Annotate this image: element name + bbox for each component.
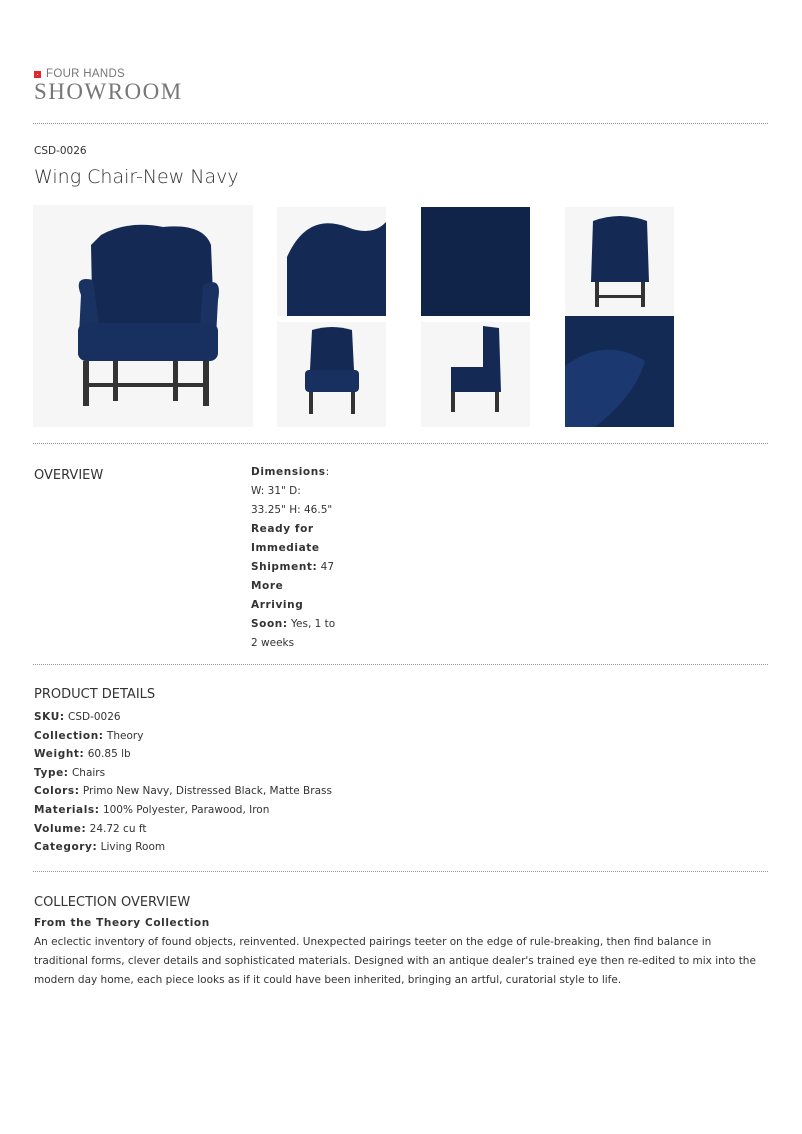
more-label: More Arriving Soon: [251,580,304,630]
detail-label: Collection: [34,729,104,742]
detail-value: 60.85 lb [87,748,131,761]
collection-overview [34,914,764,990]
brand-top-text: FOUR HANDS [46,68,126,80]
dimensions-value: W: 31" D: 33.25" H: 46.5" [251,485,333,516]
detail-row [34,708,332,727]
detail-value: 24.72 cu ft [89,822,147,835]
divider [33,123,768,124]
brand-square-icon [34,71,41,78]
collection-subheading: From the Theory Collection [34,917,210,929]
detail-row [34,838,332,857]
detail-row [34,727,332,746]
detail-value: 100% Polyester, Parawood, Iron [102,803,270,816]
detail-row [34,764,332,783]
product-image-main[interactable] [33,205,253,427]
details-heading: PRODUCT DETAILS [34,687,156,702]
collection-heading: COLLECTION OVERVIEW [34,895,191,910]
chair-front-image [277,322,386,427]
product-thumbnail[interactable] [421,322,530,427]
brand-main-text: SHOWROOM [34,79,183,104]
colon: : [325,466,330,478]
detail-label: Category: [34,841,98,854]
divider [33,871,768,872]
wing-chair-image [33,205,253,427]
chair-side-image [421,322,530,427]
brand-logo [34,68,183,105]
product-sku: CSD-0026 [34,145,87,157]
detail-label: SKU: [34,711,65,723]
divider [33,664,768,665]
detail-value: CSD-0026 [67,711,121,723]
detail-value: Chairs [71,766,106,779]
detail-value: Living Room [100,841,166,854]
detail-row [34,801,332,820]
product-thumbnail[interactable] [277,322,386,427]
wing-detail-image [277,207,386,316]
overview-info [251,463,337,653]
more-value: Yes, 1 to 2 weeks [251,618,336,649]
detail-row [34,820,332,839]
detail-label: Colors: [34,785,80,798]
page-title: Wing Chair-New Navy [34,166,239,188]
detail-row [34,745,332,764]
detail-label: Materials: [34,803,100,816]
overview-heading: OVERVIEW [34,468,104,483]
detail-value: Primo New Navy, Distressed Black, Matte Brass [82,785,332,798]
product-thumbnail[interactable] [565,207,674,316]
dimensions-label: Dimensions [251,466,326,478]
divider [33,443,768,444]
ready-label: Ready for Immediate Shipment: [251,523,320,573]
detail-value: Theory [106,729,144,742]
details-list [34,708,332,857]
detail-label: Type: [34,766,69,779]
product-thumbnail[interactable] [277,207,386,316]
collection-text: An eclectic inventory of found objects, reinvented. Unexpected pairings teeter on the edge of rule-breaking, then find balance in traditional forms, clever details and sophisticated materials. Designed with an antique dealer's trained eye then re-edited to mix into the modern day home, each piece looks as if it could have been inherited, bringing an artful, curatorial style to life. [34,936,756,986]
detail-label: Weight: [34,748,85,761]
product-thumbnail[interactable] [421,207,530,316]
detail-label: Volume: [34,822,87,835]
arm-detail-image [565,316,674,427]
chair-back-image [565,207,674,316]
product-thumbnail[interactable] [565,316,674,427]
detail-row [34,782,332,801]
ready-value: 47 [320,561,335,573]
